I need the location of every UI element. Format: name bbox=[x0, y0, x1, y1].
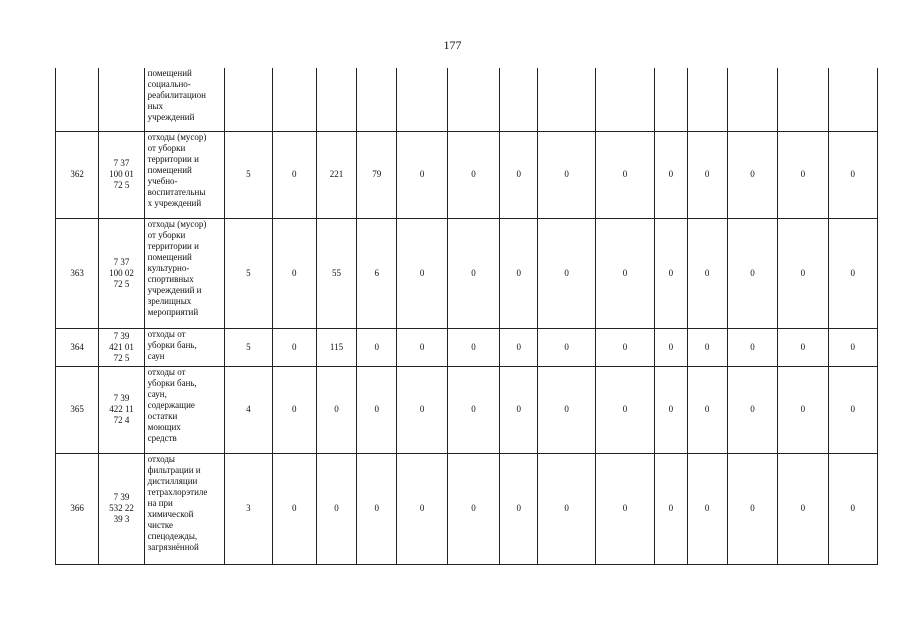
waste-name-line: средств bbox=[147, 432, 177, 443]
value-cell bbox=[357, 68, 397, 131]
value-cell: 0 bbox=[272, 218, 316, 328]
value-cell: 0 bbox=[655, 218, 687, 328]
waste-code-line: 7 37 bbox=[113, 158, 130, 168]
value-cell: 0 bbox=[316, 366, 356, 453]
value-cell: 0 bbox=[778, 453, 828, 564]
value-cell: 0 bbox=[272, 366, 316, 453]
value-cell: 0 bbox=[447, 328, 499, 366]
value-cell: 0 bbox=[778, 218, 828, 328]
value-cell: 0 bbox=[828, 131, 878, 218]
value-cell bbox=[500, 68, 538, 131]
waste-name-line: отходы от bbox=[147, 328, 186, 339]
waste-name-line: воспитательны bbox=[147, 186, 206, 197]
value-cell: 0 bbox=[828, 366, 878, 453]
value-cell: 0 bbox=[500, 453, 538, 564]
value-cell: 0 bbox=[538, 366, 595, 453]
waste-code-cell bbox=[99, 328, 144, 366]
value-cell: 0 bbox=[655, 453, 687, 564]
waste-code-line: 72 5 bbox=[113, 352, 130, 363]
row-number-cell bbox=[56, 68, 99, 131]
value-cell: 0 bbox=[687, 366, 727, 453]
value-cell bbox=[727, 68, 777, 131]
waste-name-cell bbox=[144, 366, 225, 453]
row-number-cell: 366 bbox=[56, 453, 99, 564]
value-cell: 0 bbox=[538, 453, 595, 564]
waste-name-cell bbox=[144, 218, 225, 328]
value-cell bbox=[225, 68, 272, 131]
waste-table bbox=[55, 68, 878, 565]
waste-name-line: уборки бань, bbox=[147, 339, 197, 350]
value-cell: 0 bbox=[316, 453, 356, 564]
waste-name-line: помещений bbox=[147, 251, 192, 262]
waste-name-line: химической bbox=[147, 508, 194, 519]
value-cell bbox=[316, 68, 356, 131]
waste-name-line: помещений bbox=[147, 68, 192, 78]
value-cell: 0 bbox=[447, 453, 499, 564]
waste-name-line: саун, bbox=[147, 388, 167, 399]
waste-name-line: мероприятий bbox=[147, 306, 199, 317]
value-cell: 0 bbox=[778, 131, 828, 218]
value-cell: 0 bbox=[655, 131, 687, 218]
value-cell: 0 bbox=[272, 453, 316, 564]
waste-code-line: 100 01 bbox=[109, 169, 134, 179]
waste-name-line: отходы от bbox=[147, 366, 186, 377]
row-number-cell: 364 bbox=[56, 328, 99, 366]
value-cell bbox=[828, 68, 878, 131]
value-cell: 0 bbox=[397, 218, 447, 328]
value-cell: 0 bbox=[397, 366, 447, 453]
value-cell: 0 bbox=[778, 366, 828, 453]
waste-code-cell bbox=[99, 131, 144, 218]
waste-code-line: 39 3 bbox=[113, 514, 130, 524]
value-cell: 0 bbox=[538, 328, 595, 366]
value-cell: 0 bbox=[595, 366, 654, 453]
waste-name-line: саун bbox=[147, 350, 165, 361]
waste-name-line: тетрахлорэтиле bbox=[147, 486, 208, 497]
value-cell: 0 bbox=[828, 218, 878, 328]
waste-name-line: на при bbox=[147, 497, 173, 508]
value-cell: 0 bbox=[500, 131, 538, 218]
value-cell: 0 bbox=[447, 131, 499, 218]
value-cell: 0 bbox=[828, 453, 878, 564]
value-cell: 115 bbox=[316, 328, 356, 366]
value-cell bbox=[538, 68, 595, 131]
waste-code-line: 100 02 bbox=[109, 267, 134, 278]
value-cell: 55 bbox=[316, 218, 356, 328]
waste-name-line: моющих bbox=[147, 421, 181, 432]
waste-name-cell bbox=[144, 328, 225, 366]
value-cell: 0 bbox=[357, 453, 397, 564]
table-row bbox=[56, 68, 878, 131]
value-cell: 0 bbox=[447, 218, 499, 328]
row-number-cell: 362 bbox=[56, 131, 99, 218]
table-row bbox=[56, 453, 878, 564]
waste-name-cell bbox=[144, 131, 225, 218]
value-cell bbox=[397, 68, 447, 131]
value-cell bbox=[447, 68, 499, 131]
waste-code-cell bbox=[99, 366, 144, 453]
waste-name-line: территории и bbox=[147, 153, 199, 164]
waste-name-line: помещений bbox=[147, 164, 192, 175]
value-cell: 0 bbox=[272, 328, 316, 366]
value-cell: 0 bbox=[397, 131, 447, 218]
value-cell: 0 bbox=[727, 218, 777, 328]
waste-name-line: фильтрации и bbox=[147, 464, 201, 475]
table-row bbox=[56, 328, 878, 366]
value-cell: 0 bbox=[447, 366, 499, 453]
value-cell: 79 bbox=[357, 131, 397, 218]
value-cell bbox=[272, 68, 316, 131]
waste-code-cell bbox=[99, 453, 144, 564]
value-cell: 0 bbox=[595, 218, 654, 328]
value-cell bbox=[595, 68, 654, 131]
waste-code-line: 72 5 bbox=[113, 180, 130, 190]
value-cell: 6 bbox=[357, 218, 397, 328]
value-cell: 0 bbox=[357, 328, 397, 366]
value-cell: 0 bbox=[397, 328, 447, 366]
waste-code-line: 7 39 bbox=[113, 393, 130, 403]
value-cell: 0 bbox=[500, 366, 538, 453]
value-cell bbox=[778, 68, 828, 131]
waste-name-line: учреждений и bbox=[147, 284, 202, 295]
waste-code-line: 72 5 bbox=[113, 278, 130, 289]
value-cell: 0 bbox=[727, 328, 777, 366]
waste-name-line: зрелищных bbox=[147, 295, 192, 306]
waste-name-line: чистке bbox=[147, 519, 174, 530]
waste-name-line: отходы (мусор) bbox=[147, 131, 207, 142]
value-cell: 3 bbox=[225, 453, 272, 564]
waste-code-line: 7 39 bbox=[113, 492, 130, 502]
value-cell: 0 bbox=[595, 131, 654, 218]
waste-name-line: х учреждений bbox=[147, 197, 202, 208]
waste-name-line: загрязнённой bbox=[147, 541, 199, 552]
value-cell bbox=[687, 68, 727, 131]
waste-name-line: спецодежды, bbox=[147, 530, 198, 541]
waste-name-line: ных bbox=[147, 101, 164, 111]
waste-code-cell bbox=[99, 68, 144, 131]
waste-name-line: культурно- bbox=[147, 262, 190, 273]
value-cell: 0 bbox=[687, 453, 727, 564]
value-cell: 0 bbox=[828, 328, 878, 366]
waste-name-line: уборки бань, bbox=[147, 377, 197, 388]
waste-code-line: 7 39 bbox=[113, 330, 130, 341]
value-cell: 0 bbox=[778, 328, 828, 366]
table-row bbox=[56, 131, 878, 218]
value-cell: 0 bbox=[687, 328, 727, 366]
waste-name-line: содержащие bbox=[147, 399, 195, 410]
waste-name-line: отходы bbox=[147, 453, 175, 464]
waste-name-line: социально- bbox=[147, 79, 191, 89]
value-cell: 4 bbox=[225, 366, 272, 453]
value-cell: 0 bbox=[538, 131, 595, 218]
value-cell: 0 bbox=[595, 328, 654, 366]
waste-code-line: 532 22 bbox=[109, 503, 134, 513]
value-cell: 0 bbox=[727, 366, 777, 453]
value-cell: 0 bbox=[727, 131, 777, 218]
value-cell: 0 bbox=[655, 366, 687, 453]
waste-name-line: территории и bbox=[147, 240, 199, 251]
value-cell: 0 bbox=[727, 453, 777, 564]
value-cell: 5 bbox=[225, 328, 272, 366]
table-row bbox=[56, 218, 878, 328]
waste-name-line: от уборки bbox=[147, 229, 186, 240]
waste-name-line: от уборки bbox=[147, 142, 186, 153]
page-number: 177 bbox=[443, 38, 462, 52]
waste-code-line: 422 11 bbox=[109, 404, 134, 414]
value-cell: 0 bbox=[687, 131, 727, 218]
value-cell: 5 bbox=[225, 218, 272, 328]
value-cell: 0 bbox=[357, 366, 397, 453]
waste-code-line: 7 37 bbox=[113, 256, 130, 267]
value-cell: 0 bbox=[272, 131, 316, 218]
waste-code-line: 421 01 bbox=[109, 341, 134, 352]
value-cell bbox=[655, 68, 687, 131]
waste-name-cell bbox=[144, 453, 225, 564]
value-cell: 0 bbox=[595, 453, 654, 564]
value-cell: 221 bbox=[316, 131, 356, 218]
row-number-cell: 365 bbox=[56, 366, 99, 453]
waste-code-line: 72 4 bbox=[113, 415, 130, 425]
value-cell: 0 bbox=[655, 328, 687, 366]
waste-name-line: остатки bbox=[147, 410, 178, 421]
value-cell: 0 bbox=[500, 218, 538, 328]
waste-name-line: учебно- bbox=[147, 175, 178, 186]
table-row bbox=[56, 366, 878, 453]
value-cell: 5 bbox=[225, 131, 272, 218]
value-cell: 0 bbox=[397, 453, 447, 564]
value-cell: 0 bbox=[687, 218, 727, 328]
value-cell: 0 bbox=[538, 218, 595, 328]
row-number-cell: 363 bbox=[56, 218, 99, 328]
waste-code-cell bbox=[99, 218, 144, 328]
waste-name-line: учреждений bbox=[147, 112, 195, 122]
waste-name-line: спортивных bbox=[147, 273, 194, 284]
waste-name-line: дистилляции bbox=[147, 475, 198, 486]
waste-name-line: реабилитацион bbox=[147, 90, 206, 100]
waste-name-line: отходы (мусор) bbox=[147, 218, 207, 229]
value-cell: 0 bbox=[500, 328, 538, 366]
waste-name-cell bbox=[144, 68, 225, 131]
